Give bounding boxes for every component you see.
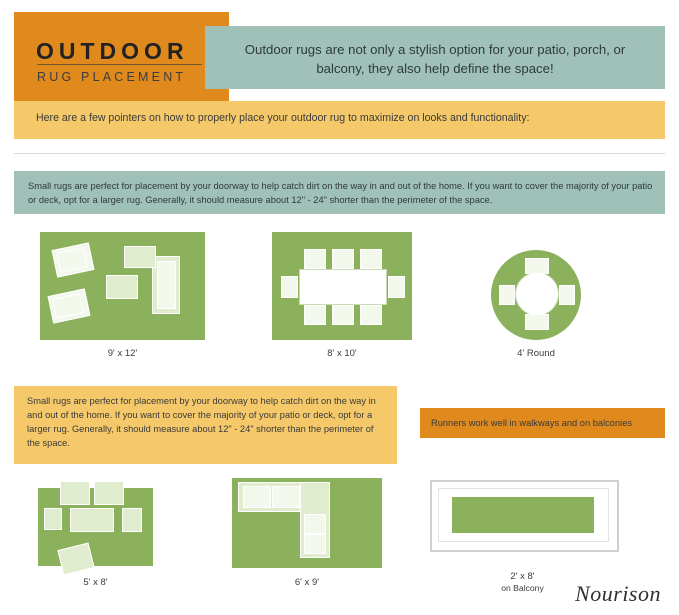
armchair-a	[60, 481, 90, 505]
caption-4-round: 4' Round	[517, 348, 555, 359]
sofa-cushions	[157, 261, 176, 309]
section2-note-text: Small rugs are perfect for placement by your doorway to help catch dirt on the way in and out of the home. If you want to cover the majority of your patio or deck, opt for a larger rug. Generally, it should measure about 12" - 24" shorter than the perimeter of the space.	[27, 396, 376, 448]
sectional-cushion-1	[243, 486, 271, 508]
dining-chair-2	[332, 249, 354, 269]
round-chair-4	[559, 285, 575, 305]
dining-chair-8	[388, 276, 405, 298]
side-table	[124, 246, 156, 268]
dining-chair-3	[360, 249, 382, 269]
round-table	[515, 272, 559, 316]
caption-2x8-sub: on Balcony	[501, 583, 544, 593]
sectional-cushion-3	[304, 514, 326, 534]
pointers-banner	[14, 101, 665, 139]
dining-chair-5	[332, 305, 354, 325]
dining-chair-1	[304, 249, 326, 269]
caption-9x12: 9' x 12'	[107, 348, 138, 359]
intro-banner-text: Outdoor rugs are not only a stylish option for your patio, porch, or balcony, they also help define the space!	[244, 42, 626, 76]
caption-2x8: 2' x 8'	[510, 571, 535, 582]
dining-table	[299, 269, 387, 305]
round-chair-3	[499, 285, 515, 305]
page-subtitle: RUG PLACEMENT	[37, 70, 187, 84]
dining-chair-7	[281, 276, 298, 298]
title-divider	[37, 64, 202, 65]
runner-note-text: Runners work well in walkways and on balconies	[431, 418, 633, 428]
dining-chair-6	[360, 305, 382, 325]
round-chair-2	[525, 314, 549, 330]
dining-chair-4	[304, 305, 326, 325]
side-chair-right	[122, 508, 142, 532]
section1-note	[14, 171, 665, 214]
section1-note-text: Small rugs are perfect for placement by your doorway to help catch dirt on the way in and out of the home. If you want to cover the majority of your patio or deck, opt for a larger rug. Generally, it should measure about 12" - 24" shorter than the perimeter of the space.	[28, 181, 653, 205]
title-block	[14, 12, 229, 102]
sectional-cushion-4	[304, 534, 326, 554]
intro-banner	[205, 26, 665, 89]
runner-note	[420, 408, 665, 438]
brand-logo: Nourison	[575, 581, 661, 606]
page-title: OUTDOOR	[36, 38, 189, 64]
caption-8x10: 8' x 10'	[327, 348, 357, 359]
round-chair-1	[525, 258, 549, 274]
coffee-table	[106, 275, 138, 299]
section2-note	[14, 386, 397, 464]
armchair-b	[94, 481, 124, 505]
rug-2x8-runner	[452, 497, 594, 533]
sectional-cushion-2	[272, 486, 300, 508]
caption-6x9: 6' x 9'	[294, 577, 320, 588]
center-table	[70, 508, 114, 532]
side-chair-left	[44, 508, 62, 530]
header-divider	[14, 153, 665, 154]
caption-5x8: 5' x 8'	[83, 577, 108, 588]
pointers-banner-text: Here are a few pointers on how to properly place your outdoor rug to maximize on looks and functionality:	[36, 112, 530, 124]
